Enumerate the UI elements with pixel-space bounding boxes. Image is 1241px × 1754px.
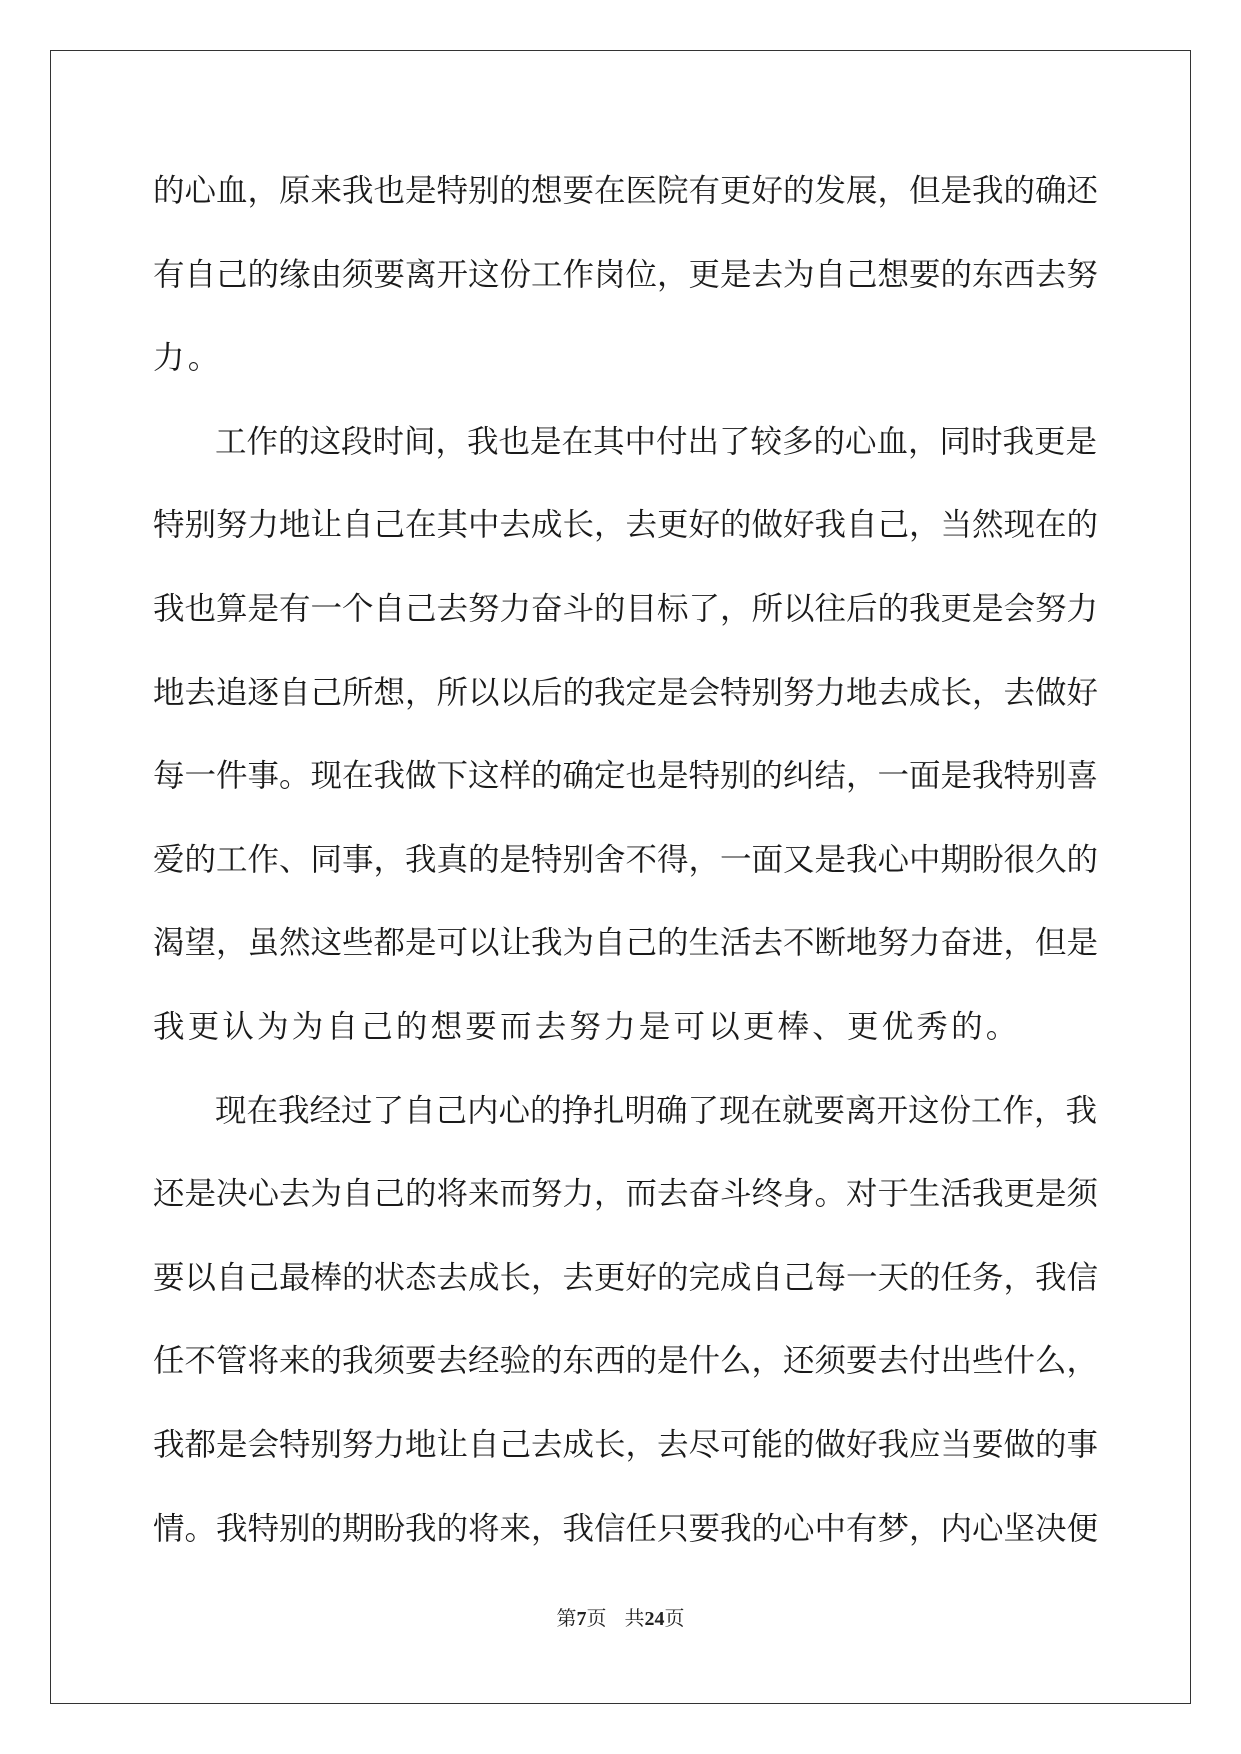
text-line-12: 现在我经过了自己内心的挣扎明确了现在就要离开这份工作，我: [215, 1092, 1098, 1129]
total-page-number: 24: [644, 1608, 665, 1630]
footer-total-prefix: 共: [624, 1608, 645, 1630]
text-line-2: 有自己的缘由须要离开这份工作岗位，更是去为自己想要的东西去努: [153, 256, 1099, 293]
text-line-4: 工作的这段时间，我也是在其中付出了较多的心血，同时我更是: [215, 423, 1098, 460]
text-line-9: 爱的工作、同事，我真的是特别舍不得，一面又是我心中期盼很久的: [153, 841, 1099, 878]
footer-page-unit: 页: [586, 1608, 607, 1630]
text-line-1: 的心血，原来我也是特别的想要在医院有更好的发展，但是我的确还: [153, 173, 1099, 209]
text-line-7: 地去追逐自己所想，所以以后的我定是会特别努力地去成长，去做好: [153, 674, 1099, 711]
text-line-8: 每一件事。现在我做下这样的确定也是特别的纠结，一面是我特别喜: [153, 758, 1099, 795]
text-line-5: 特别努力地让自己在其中去成长，去更好的做好我自己，当然现在的: [153, 507, 1099, 544]
page-footer: [0, 1602, 1241, 1631]
text-line-15: 任不管将来的我须要去经验的东西的是什么，还须要去付出些什么，: [153, 1343, 1099, 1380]
text-line-3: 力。: [153, 340, 223, 377]
current-page-number: 7: [576, 1608, 587, 1630]
text-line-11: 我更认为为自己的想要而去努力是可以更棒、更优秀的。: [153, 1008, 1021, 1045]
text-line-14: 要以自己最棒的状态去成长，去更好的完成自己每一天的任务，我信: [153, 1259, 1099, 1296]
text-line-13: 还是决心去为自己的将来而努力，而去奋斗终身。对于生活我更是须: [153, 1176, 1099, 1213]
text-line-16: 我都是会特别努力地让自己去成长，去尽可能的做好我应当要做的事: [153, 1426, 1099, 1463]
footer-prefix: 第: [556, 1608, 577, 1630]
text-line-6: 我也算是有一个自己去努力奋斗的目标了，所以往后的我更是会努力: [153, 590, 1099, 627]
text-line-10: 渴望，虽然这些都是可以让我为自己的生活去不断地努力奋进，但是: [153, 925, 1099, 962]
document-body: [153, 163, 1099, 1584]
footer-total-unit: 页: [664, 1608, 685, 1630]
text-line-17: 情。我特别的期盼我的将来，我信任只要我的心中有梦，内心坚决便: [153, 1510, 1099, 1547]
